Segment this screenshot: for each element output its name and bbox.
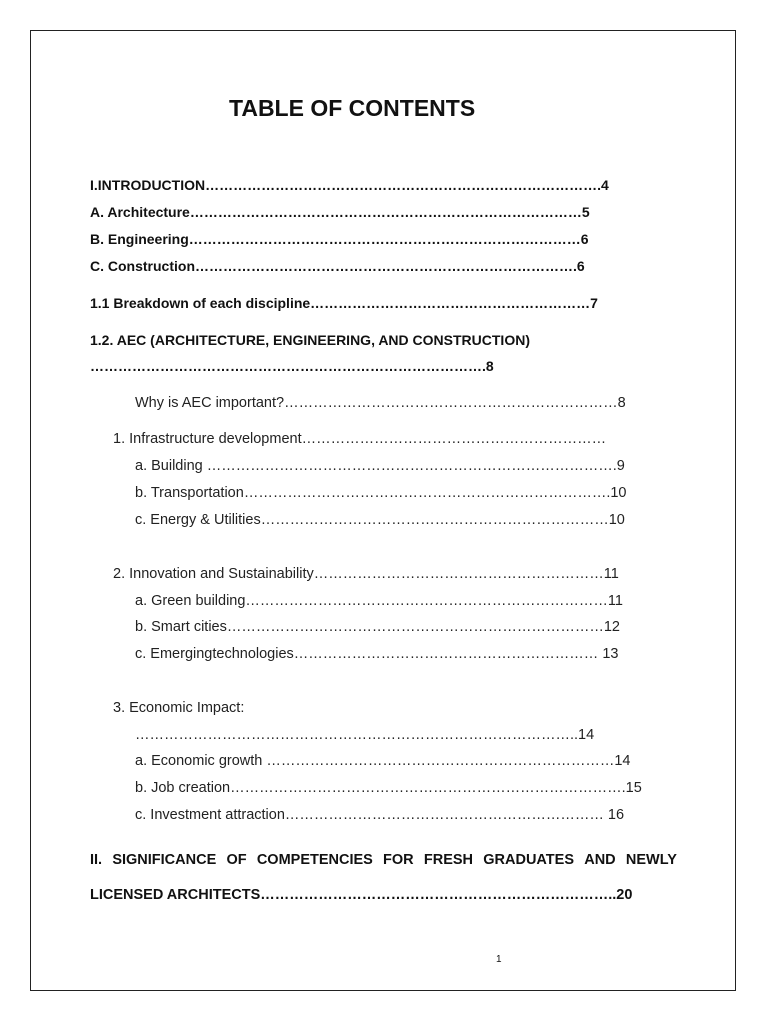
toc-entry-aec: 1.2. AEC (ARCHITECTURE, ENGINEERING, AND CONSTRUCTION) <box>90 332 530 348</box>
sig-word: NEWLY <box>625 852 677 868</box>
toc-entry-significance-line1 <box>90 853 677 868</box>
toc-entry-significance-line2: LICENSED ARCHITECTS………………………………………………………………..20 <box>90 887 633 903</box>
toc-entry-energy: c. Energy & Utilities………………………………………………………………10 <box>135 512 625 528</box>
toc-entry-breakdown: 1.1 Breakdown of each discipline……………………………………………………7 <box>90 295 598 311</box>
sig-word: FRESH <box>423 852 474 868</box>
toc-entry-building: a. Building ………………………………………………………………………….9 <box>135 458 625 474</box>
sig-word: COMPETENCIES <box>256 852 373 868</box>
sig-word: GRADUATES <box>483 852 575 868</box>
page-title: TABLE OF CONTENTS <box>229 95 476 121</box>
page-number: 1 <box>496 954 502 965</box>
toc-entry-architecture: A. Architecture…………………………………………………………………………5 <box>90 204 590 220</box>
sig-word: SIGNIFICANCE <box>112 852 217 868</box>
toc-entry-why-aec: Why is AEC important?……………………………………………………………8 <box>135 395 626 411</box>
toc-entry-aec-leader: ………………………………………………………………………….8 <box>90 358 494 374</box>
toc-entry-green-building: a. Green building…………………………………………………………………11 <box>135 593 623 609</box>
toc-entry-transportation: b. Transportation………………………………………………………………….10 <box>135 485 627 501</box>
sig-word: II. <box>90 852 103 868</box>
toc-entry-infrastructure: 1. Infrastructure development……………………………………………………… <box>113 431 607 447</box>
toc-entry-economic-impact: 3. Economic Impact: <box>113 700 245 716</box>
toc-entry-innovation: 2. Innovation and Sustainability……………………………………………………11 <box>113 566 619 582</box>
toc-entry-investment: c. Investment attraction………………………………………………………… 16 <box>135 807 625 823</box>
sig-word: OF <box>226 852 247 868</box>
toc-entry-emerging-tech: c. Emergingtechnologies……………………………………………………… 13 <box>135 646 619 662</box>
sig-word: AND <box>584 852 616 868</box>
document-page <box>30 30 736 991</box>
toc-entry-construction: C. Construction……………………………………………………………………….6 <box>90 258 585 274</box>
toc-entry-economic-leader: ………………………………………………………………………………..14 <box>135 727 595 743</box>
toc-entry-job-creation: b. Job creation……………………………………………………………………….15 <box>135 780 642 796</box>
toc-entry-economic-growth: a. Economic growth ………………………………………………………………14 <box>135 753 631 769</box>
toc-entry-introduction: I.INTRODUCTION………………………………………………………………………….4 <box>90 177 609 193</box>
sig-word: FOR <box>383 852 414 868</box>
toc-entry-engineering: B. Engineering…………………………………………………………………………6 <box>90 231 589 247</box>
toc-entry-smart-cities: b. Smart cities……………………………………………………………………12 <box>135 619 620 635</box>
